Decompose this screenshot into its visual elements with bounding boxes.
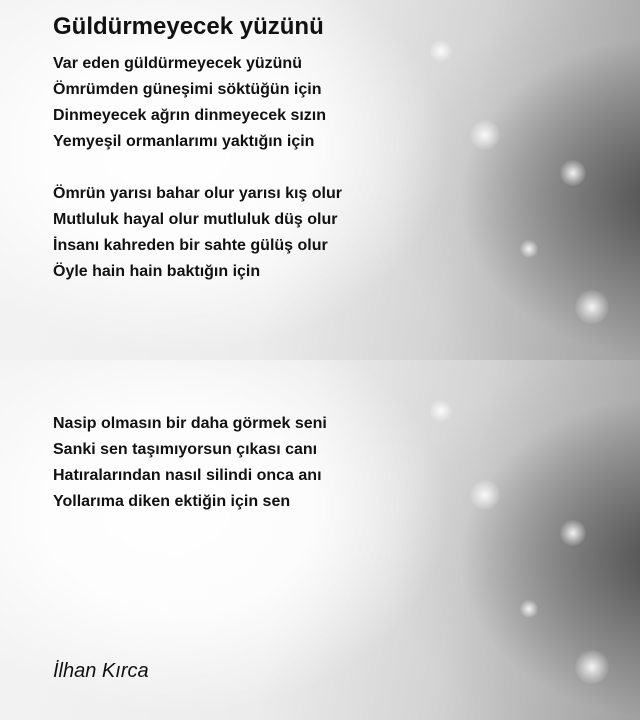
poem-line: Hatıralarından nasıl silindi onca anı [53, 467, 322, 484]
poem-line: İnsanı kahreden bir sahte gülüş olur [53, 237, 328, 254]
poem-line: Mutluluk hayal olur mutluluk düş olur [53, 211, 338, 228]
poem-stanza-3 [53, 411, 327, 515]
bokeh-light-decoration [575, 290, 609, 324]
poem-title: Güldürmeyecek yüzünü [53, 13, 324, 40]
poem-stanza-1 [53, 51, 326, 155]
poem-stanza-2 [53, 181, 342, 285]
poem-line: Öyle hain hain baktığın için [53, 263, 261, 280]
poem-line: Sanki sen taşımıyorsun çıkası canı [53, 441, 318, 458]
poem-line: Yollarıma diken ektiğin için sen [53, 493, 291, 510]
poem-line: Nasip olmasın bir daha görmek seni [53, 415, 327, 432]
poem-line: Ömrümden güneşimi söktüğün için [53, 81, 322, 98]
bokeh-light-decoration [560, 520, 586, 546]
poem-author: İlhan Kırca [53, 660, 149, 682]
poem-card-page-2 [0, 360, 640, 720]
bokeh-light-decoration [470, 480, 500, 510]
poem-line: Ömrün yarısı bahar olur yarısı kış olur [53, 185, 342, 202]
bokeh-light-decoration [430, 40, 452, 62]
bokeh-light-decoration [470, 120, 500, 150]
bokeh-light-decoration [560, 160, 586, 186]
bokeh-light-decoration [575, 650, 609, 684]
bokeh-light-decoration [520, 240, 538, 258]
poem-line: Var eden güldürmeyecek yüzünü [53, 55, 302, 72]
poem-line: Dinmeyecek ağrın dinmeyecek sızın [53, 107, 327, 124]
bokeh-light-decoration [430, 400, 452, 422]
poem-line: Yemyeşil ormanlarımı yaktığın için [53, 133, 315, 150]
bokeh-light-decoration [520, 600, 538, 618]
